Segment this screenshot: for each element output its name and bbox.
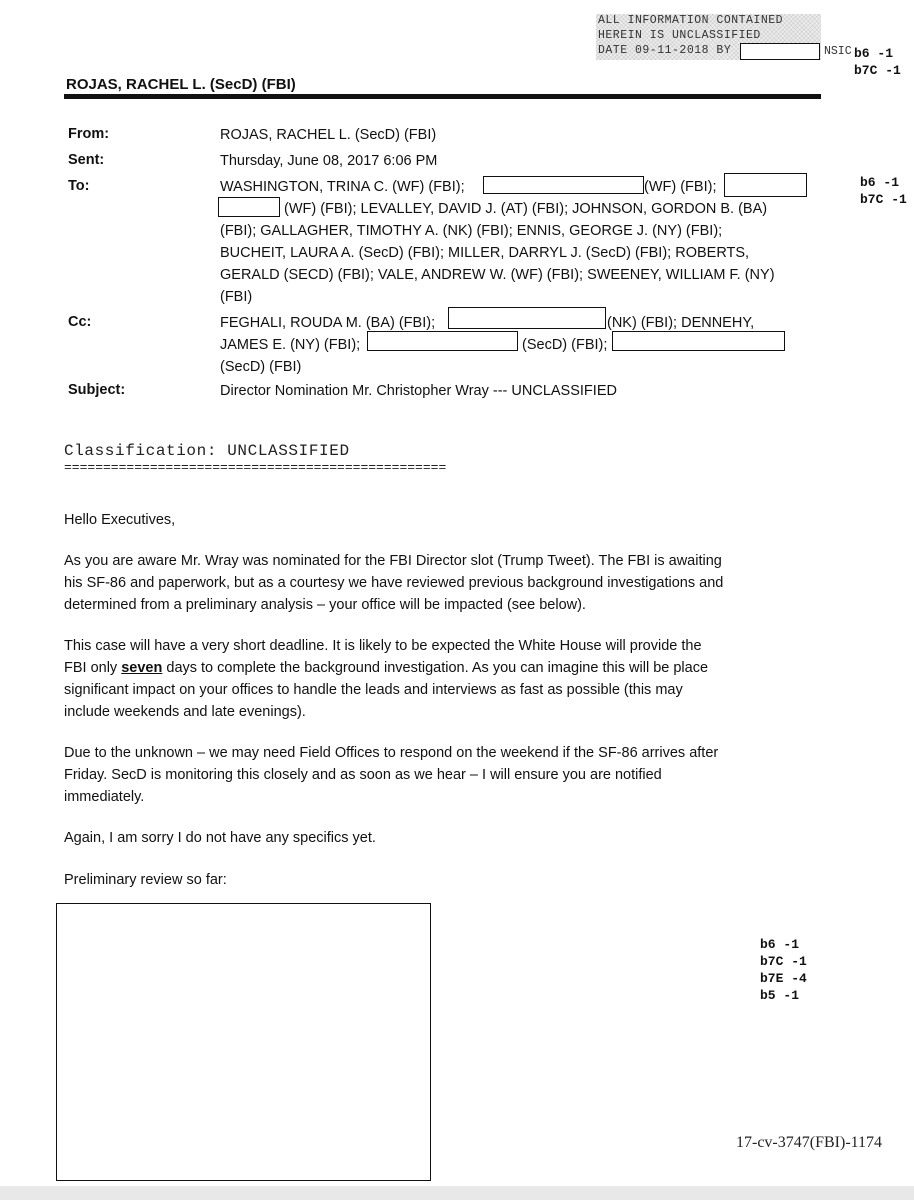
- paragraph-3-line-2: Friday. SecD is monitoring this closely and as soon as we hear – I will ensure you are notified: [64, 767, 662, 783]
- cc-label: Cc:: [68, 314, 92, 330]
- paragraph-2-line-2: [64, 657, 824, 679]
- stamp-line-3: DATE 09-11-2018 BY: [598, 44, 732, 57]
- stamp-suffix: NSIC: [824, 45, 852, 58]
- classification-banner: Classification: UNCLASSIFIED: [64, 442, 350, 460]
- to-line-2: (WF) (FBI); LEVALLEY, DAVID J. (AT) (FBI); JOHNSON, GORDON B. (BA): [284, 201, 768, 217]
- paragraph-1-line-1: As you are aware Mr. Wray was nominated for the FBI Director slot (Trump Tweet). The FBI is awaiting: [64, 553, 722, 569]
- redacted-review-box: [56, 903, 431, 1181]
- stamp-redaction-box: [740, 43, 820, 60]
- paragraph-3-line-3: immediately.: [64, 789, 145, 805]
- paragraph-1-line-3: determined from a preliminary analysis – your office will be impacted (see below).: [64, 597, 586, 613]
- to-line-1b: (WF) (FBI);: [644, 179, 717, 195]
- p2-fbi-only: FBI only: [64, 660, 118, 676]
- p2-seven-emphasis: seven: [121, 660, 163, 676]
- cc-line-2a: JAMES E. (NY) (FBI);: [220, 337, 361, 353]
- cc-line-1b: (NK) (FBI); DENNEHY,: [607, 315, 755, 331]
- paragraph-1-line-2: his SF-86 and paperwork, but as a courtesy we have reviewed previous background investigations and: [64, 575, 724, 591]
- cc-line-1a: FEGHALI, ROUDA M. (BA) (FBI);: [220, 315, 436, 331]
- stamp-line-2: HEREIN IS UNCLASSIFIED: [598, 29, 761, 42]
- unclassified-stamp: [596, 14, 821, 60]
- greeting: Hello Executives,: [64, 512, 176, 528]
- sender-name-heading: ROJAS, RACHEL L. (SecD) (FBI): [66, 76, 296, 93]
- exemption-codes-table: b6 -1 b7C -1 b7E -4 b5 -1: [760, 937, 807, 1003]
- paragraph-2-line-4: include weekends and late evenings).: [64, 704, 306, 720]
- to-line-3: (FBI); GALLAGHER, TIMOTHY A. (NK) (FBI); ENNIS, GEORGE J. (NY) (FBI);: [220, 223, 723, 239]
- exemption-codes-top: b6 -1 b7C -1: [854, 46, 901, 78]
- subject-value: Director Nomination Mr. Christopher Wray --- UNCLASSIFIED: [220, 383, 617, 399]
- cc-redaction-1: [448, 307, 606, 329]
- cc-redaction-3: [612, 331, 785, 351]
- to-label: To:: [68, 178, 90, 194]
- paragraph-2-line-1: This case will have a very short deadline. It is likely to be expected the White House will provide the: [64, 638, 702, 654]
- paragraph-3-line-1: Due to the unknown – we may need Field Offices to respond on the weekend if the SF-86 arrives after: [64, 745, 719, 761]
- to-redaction-1: [483, 176, 644, 194]
- to-line-4: BUCHEIT, LAURA A. (SecD) (FBI); MILLER, DARRYL J. (SecD) (FBI); ROBERTS,: [220, 245, 750, 261]
- paragraph-5: Preliminary review so far:: [64, 872, 227, 888]
- paragraph-2-line-3: significant impact on your offices to handle the leads and interviews as fast as possible (this may: [64, 682, 683, 698]
- to-line-6: (FBI): [220, 289, 253, 305]
- to-redaction-2: [724, 173, 807, 197]
- p2-days-text: days to complete the background investigation. As you can imagine this will be place: [166, 660, 709, 676]
- to-redaction-3: [218, 197, 280, 217]
- scan-bottom-edge: [0, 1186, 914, 1200]
- cc-line-3: (SecD) (FBI): [220, 359, 302, 375]
- bates-number: 17-cv-3747(FBI)-1174: [736, 1134, 883, 1151]
- from-value: ROJAS, RACHEL L. (SecD) (FBI): [220, 127, 437, 143]
- paragraph-4: Again, I am sorry I do not have any specifics yet.: [64, 830, 376, 846]
- header-divider: [64, 94, 821, 99]
- cc-redaction-2: [367, 331, 518, 351]
- sent-value: Thursday, June 08, 2017 6:06 PM: [220, 153, 438, 169]
- from-label: From:: [68, 126, 110, 142]
- to-line-5: GERALD (SECD) (FBI); VALE, ANDREW W. (WF) (FBI); SWEENEY, WILLIAM F. (NY): [220, 267, 775, 283]
- subject-label: Subject:: [68, 382, 126, 398]
- exemption-codes-recipients: b6 -1 b7C -1: [860, 175, 907, 207]
- sent-label: Sent:: [68, 152, 105, 168]
- stamp-line-1: ALL INFORMATION CONTAINED: [598, 14, 784, 27]
- cc-line-2b: (SecD) (FBI);: [522, 337, 608, 353]
- to-line-1a: WASHINGTON, TRINA C. (WF) (FBI);: [220, 179, 465, 195]
- classification-separator: =================================================: [64, 460, 447, 475]
